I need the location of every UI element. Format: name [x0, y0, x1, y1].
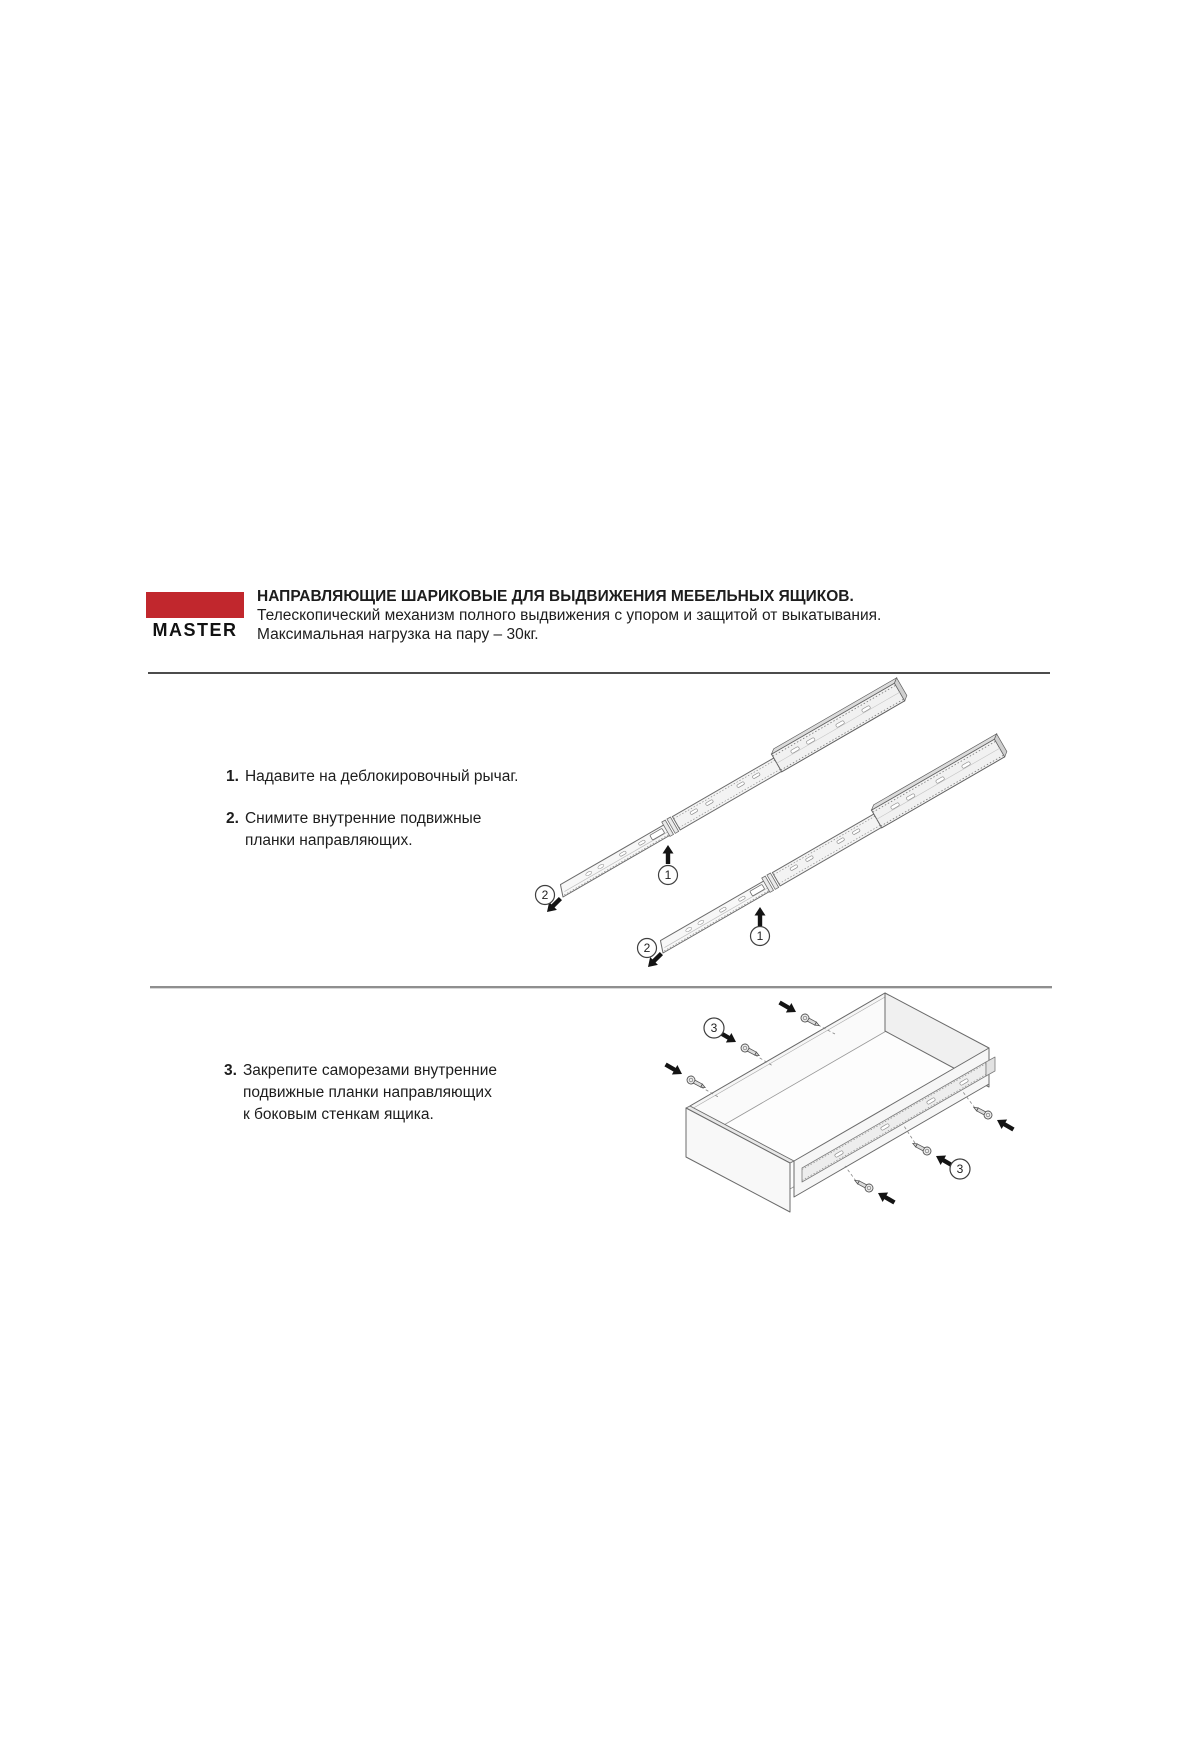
- slide-left: [552, 678, 909, 898]
- step-2-line2: планки направляющих.: [244, 832, 413, 849]
- slides-illustration: [490, 640, 1060, 980]
- callout-2-badge: [536, 886, 555, 905]
- drawer-illustration: [620, 990, 1100, 1230]
- page-title: НАПРАВЛЯЮЩИЕ ШАРИКОВЫЕ ДЛЯ ВЫДВИЖЕНИЯ МЕБЕЛЬНЫХ ЯЩИКОВ.: [257, 588, 854, 605]
- callout-2-badge: [638, 939, 657, 958]
- step-2-number: 2.: [226, 810, 239, 827]
- page-subtitle-line1: Телескопический механизм полного выдвижения с упором и защитой от выкатывания.: [257, 607, 882, 624]
- screw-icon: [800, 1013, 821, 1029]
- screw-icon: [686, 1075, 707, 1091]
- slide-right: [652, 734, 1009, 954]
- svg-text:2: 2: [643, 941, 651, 955]
- step-3: [224, 1060, 497, 1126]
- step-2-text: [245, 808, 481, 852]
- screw-icon: [972, 1104, 993, 1120]
- brand-name: MASTER: [152, 620, 238, 640]
- callout-1-badge: [751, 927, 770, 946]
- brand-logo-rect: [146, 592, 244, 618]
- step-1: [226, 766, 518, 788]
- callout-3-badge: [704, 1018, 724, 1038]
- step-3-number: 3.: [224, 1062, 237, 1079]
- step-3-text: [243, 1060, 497, 1126]
- step-1-number: 1.: [226, 768, 239, 785]
- screw-icon: [853, 1177, 874, 1193]
- drawer-box: [686, 993, 995, 1212]
- header-block: [257, 587, 917, 644]
- step-3-line3: к боковым стенкам ящика.: [242, 1106, 434, 1123]
- svg-text:3: 3: [956, 1162, 964, 1176]
- screw-icon: [740, 1043, 761, 1059]
- step-1-text: Надавите на деблокировочный рычаг.: [244, 768, 519, 785]
- step-2-line1: Снимите внутренние подвижные: [244, 810, 482, 827]
- svg-text:1: 1: [756, 929, 764, 943]
- step-2: [226, 808, 481, 852]
- page-subtitle-line2: Максимальная нагрузка на пару – 30кг.: [257, 626, 539, 643]
- press-lever-arrow-icon: [755, 907, 766, 926]
- callout-1-badge: [659, 866, 678, 885]
- callout-3-badge: [950, 1159, 970, 1179]
- press-lever-arrow-icon: [663, 845, 674, 864]
- fasten-arrow-icon: [994, 1115, 1016, 1134]
- section-divider-middle: [150, 986, 1052, 988]
- fasten-arrow-icon: [777, 998, 799, 1017]
- svg-text:2: 2: [541, 888, 549, 902]
- fasten-arrow-icon: [875, 1188, 897, 1207]
- step-3-line1: Закрепите саморезами внутренние: [242, 1062, 498, 1079]
- step-3-line2: подвижные планки направляющих: [242, 1084, 492, 1101]
- svg-text:1: 1: [664, 868, 672, 882]
- svg-text:3: 3: [710, 1021, 718, 1035]
- fasten-arrow-icon: [663, 1060, 685, 1079]
